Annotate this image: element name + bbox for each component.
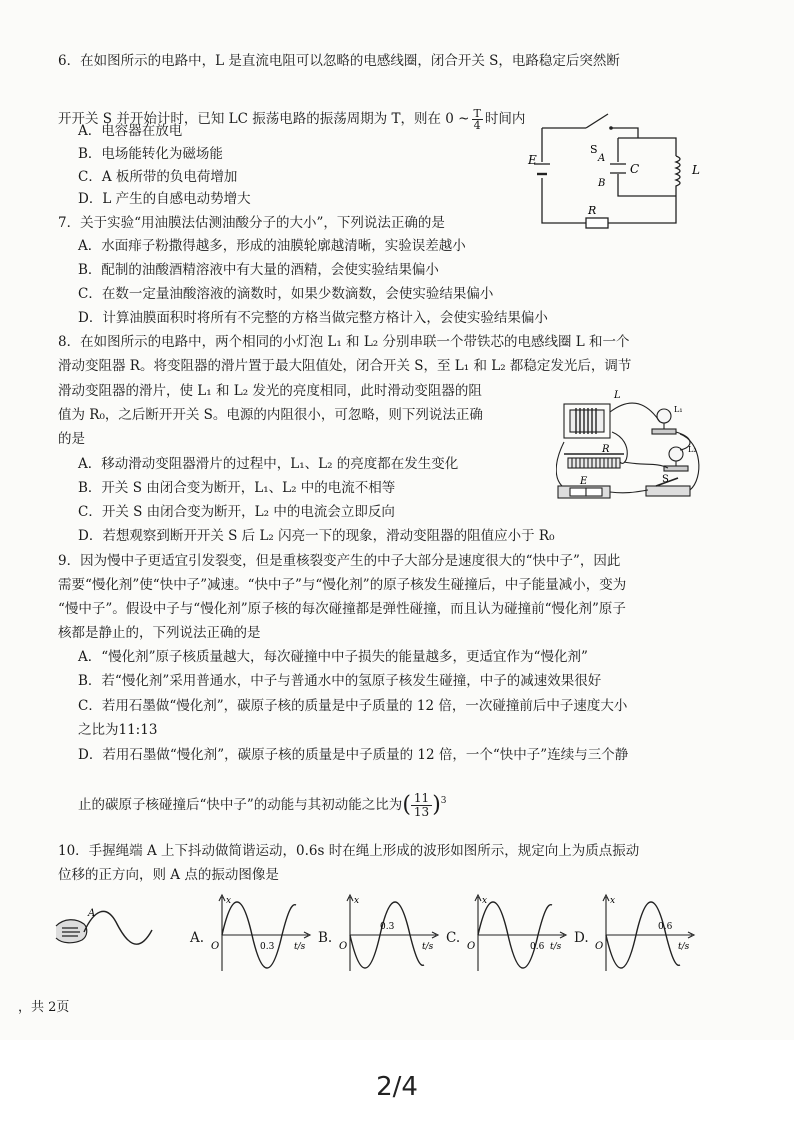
q8-stem-line3: 滑动变阻器的滑片，使 L₁ 和 L₂ 发光的亮度相同，此时滑动变阻器的阻 — [58, 383, 482, 399]
q7-stem: 7．关于实验“用油膜法估测油酸分子的大小”，下列说法正确的是 — [58, 215, 445, 231]
q8-stem-line1: 8．在如图所示的电路中，两个相同的小灯泡 L₁ 和 L₂ 分别串联一个带铁芯的电感线圈 L 和一个 — [58, 334, 630, 350]
q8-option-d: D．若想观察到断开开关 S 后 L₂ 闪亮一下的现象，滑动变阻器的阻值应小于 R₀ — [78, 528, 555, 544]
q9-stem-line3: “慢中子”。假设中子与“慢化剂”原子核的每次碰撞都是弹性碰撞，而且认为碰撞前“慢化剂”原子 — [58, 601, 626, 617]
q6-stem-line2b: 时间内 — [484, 111, 526, 127]
q10-graph-d-letter: D. — [574, 930, 589, 946]
q8-stem-line4: 值为 R₀，之后断开开关 S。电源的内阻很小，可忽略，则下列说法正确 — [58, 407, 483, 423]
q6-stem-line2a: 开开关 S 并开始计时，已知 LC 振荡电路的振荡周期为 T，则在 0 ~ — [58, 111, 470, 127]
q10-graph-a-letter: A. — [190, 930, 205, 946]
q10-hand-rope-figure — [54, 900, 164, 960]
q8-apparatus-diagram — [556, 382, 706, 510]
q6-option-d: D．L 产生的自感电动势增大 — [78, 191, 251, 207]
page-footer: ，共 2页 — [18, 1000, 70, 1015]
q10-graph-a-xaxis: t/s — [294, 942, 306, 952]
q7-option-b: B．配制的油酸酒精溶液中有大量的酒精，会使实验结果偏小 — [78, 262, 439, 278]
q10-graph-d-origin: O — [595, 941, 604, 952]
q9-option-d-line1: D．若用石墨做“慢化剂”，碳原子核的质量是中子质量的 12 倍，一个“快中子”连续与三个静 — [78, 747, 629, 763]
q10-graph-a — [190, 893, 318, 975]
q8-label-r: R — [602, 444, 610, 455]
q10-graph-d-plot — [592, 893, 702, 975]
q6-fraction — [472, 108, 483, 131]
q7-option-a: A．水面痱子粉撒得越多，形成的油膜轮廓越清晰，实验误差越小 — [78, 238, 466, 254]
q6-option-c: C．A 板所带的负电荷增加 — [78, 169, 238, 185]
q8-label-s: S — [662, 474, 669, 485]
q9-option-a: A．“慢化剂”原子核质量越大，每次碰撞中中子损失的能量越多，更适宜作为“慢化剂” — [78, 649, 588, 665]
q10-graph-b-xaxis: t/s — [422, 942, 434, 952]
q9-option-d-line2-text: 止的碳原子核碰撞后“快中子”的动能与其初动能之比为 — [78, 797, 403, 813]
q10-graph-c-xaxis: t/s — [550, 942, 562, 952]
q10-graph-a-origin: O — [211, 941, 220, 952]
q9-stem-line4: 核都是静止的，下列说法正确的是 — [58, 625, 261, 641]
page-indicator: 2/4 — [376, 1072, 418, 1102]
q6-label-b: B — [598, 178, 606, 189]
q6-option-a: A．电容器在放电 — [78, 123, 183, 139]
q8-option-b: B．开关 S 由闭合变为断开，L₁、L₂ 中的电流不相等 — [78, 480, 396, 496]
q6-label-r: R — [588, 204, 597, 217]
q6-label-l: L — [692, 163, 700, 177]
q8-label-l2: L₂ — [688, 445, 697, 454]
q10-graph-a-yaxis: x — [226, 896, 232, 906]
q10-stem-line1: 10．手握绳端 A 上下抖动做简谐运动，0.6s 时在绳上形成的波形如图所示，规定向上为质点振动 — [58, 843, 640, 859]
q9-option-c-line1: C．若用石墨做“慢化剂”，碳原子核的质量是中子质量的 12 倍，一次碰撞前后中子速度大小 — [78, 698, 628, 714]
q6-label-a: A — [598, 153, 606, 164]
q10-stem-line2: 位移的正方向，则 A 点的振动图像是 — [58, 867, 279, 883]
q6-fraction-num: T — [473, 107, 481, 120]
q6-label-c: C — [630, 162, 640, 176]
q10-graph-a-tick: 0.3 — [260, 942, 275, 952]
q9-stem-line2: 需要“慢化剂”使“快中子”减速。“快中子”与“慢化剂”的原子核发生碰撞后，中子能量减小，变为 — [58, 577, 627, 593]
q6-fraction-den: 4 — [473, 119, 481, 132]
q9-exponent: 3 — [440, 796, 447, 806]
q10-graph-d-yaxis: x — [610, 896, 616, 906]
q8-stem-line5: 的是 — [58, 431, 85, 447]
q8-label-l1: L₁ — [674, 405, 683, 414]
q9-fraction-num: 11 — [411, 792, 432, 806]
q10-graph-c — [446, 893, 574, 975]
q10-graph-d — [574, 893, 702, 975]
q10-graph-d-tick: 0.6 — [658, 922, 673, 932]
q10-graph-a-plot — [208, 893, 318, 975]
q6-option-b: B．电场能转化为磁场能 — [78, 146, 223, 162]
q10-graph-b-plot — [336, 893, 446, 975]
q10-graph-c-tick: 0.6 — [530, 942, 545, 952]
q10-graph-b-origin: O — [339, 941, 348, 952]
q9-option-b: B．若“慢化剂”采用普通水，中子与普通水中的氢原子核发生碰撞，中子的减速效果很好 — [78, 673, 602, 689]
q10-graph-c-yaxis: x — [482, 896, 488, 906]
q7-option-d: D．计算油膜面积时将所有不完整的方格当做完整方格计入，会使实验结果偏小 — [78, 310, 548, 326]
q9-option-c-line2: 之比为11:13 — [78, 722, 158, 738]
q10-graph-b-yaxis: x — [354, 896, 360, 906]
q9-stem-line1: 9．因为慢中子更适宜引发裂变，但是重核裂变产生的中子大部分是速度很大的“快中子”，因此 — [58, 553, 621, 569]
q10-hand-label-a: A — [88, 908, 96, 919]
q10-graph-b-letter: B. — [318, 930, 333, 946]
q9-fraction — [411, 792, 432, 819]
q8-option-c: C．开关 S 由闭合变为断开，L₂ 中的电流会立即反向 — [78, 504, 395, 520]
q10-graph-c-plot — [464, 893, 574, 975]
q10-graph-b — [318, 893, 446, 975]
q8-label-e: E — [580, 476, 588, 487]
q8-option-a: A．移动滑动变阻器滑片的过程中，L₁、L₂ 的亮度都在发生变化 — [78, 456, 459, 472]
q10-graph-c-origin: O — [467, 941, 476, 952]
q6-label-s: S — [590, 143, 598, 156]
q10-graph-d-xaxis: t/s — [678, 942, 690, 952]
q9-fraction-den: 13 — [413, 805, 430, 819]
q8-stem-line2: 滑动变阻器 R。将变阻器的滑片置于最大阻值处，闭合开关 S，至 L₁ 和 L₂ 都稳定发光后，调节 — [58, 358, 632, 374]
q6-label-e: E — [528, 153, 537, 167]
q6-lc-circuit-diagram — [526, 108, 704, 232]
q8-label-l: L — [614, 390, 621, 401]
q7-option-c: C．在数一定量油酸溶液的滴数时，如果少数滴数，会使实验结果偏小 — [78, 286, 494, 302]
q9-option-d-line2: 止的碳原子核碰撞后“快中子”的动能与其初动能之比为( $\frac{11}{13})^3$ — [78, 791, 447, 819]
q10-graph-c-letter: C. — [446, 930, 461, 946]
q6-stem-line1: 6．在如图所示的电路中，L 是直流电阻可以忽略的电感线圈，闭合开关 S，电路稳定后突然断 — [58, 53, 620, 69]
q10-graph-b-tick: 0.3 — [380, 922, 395, 932]
